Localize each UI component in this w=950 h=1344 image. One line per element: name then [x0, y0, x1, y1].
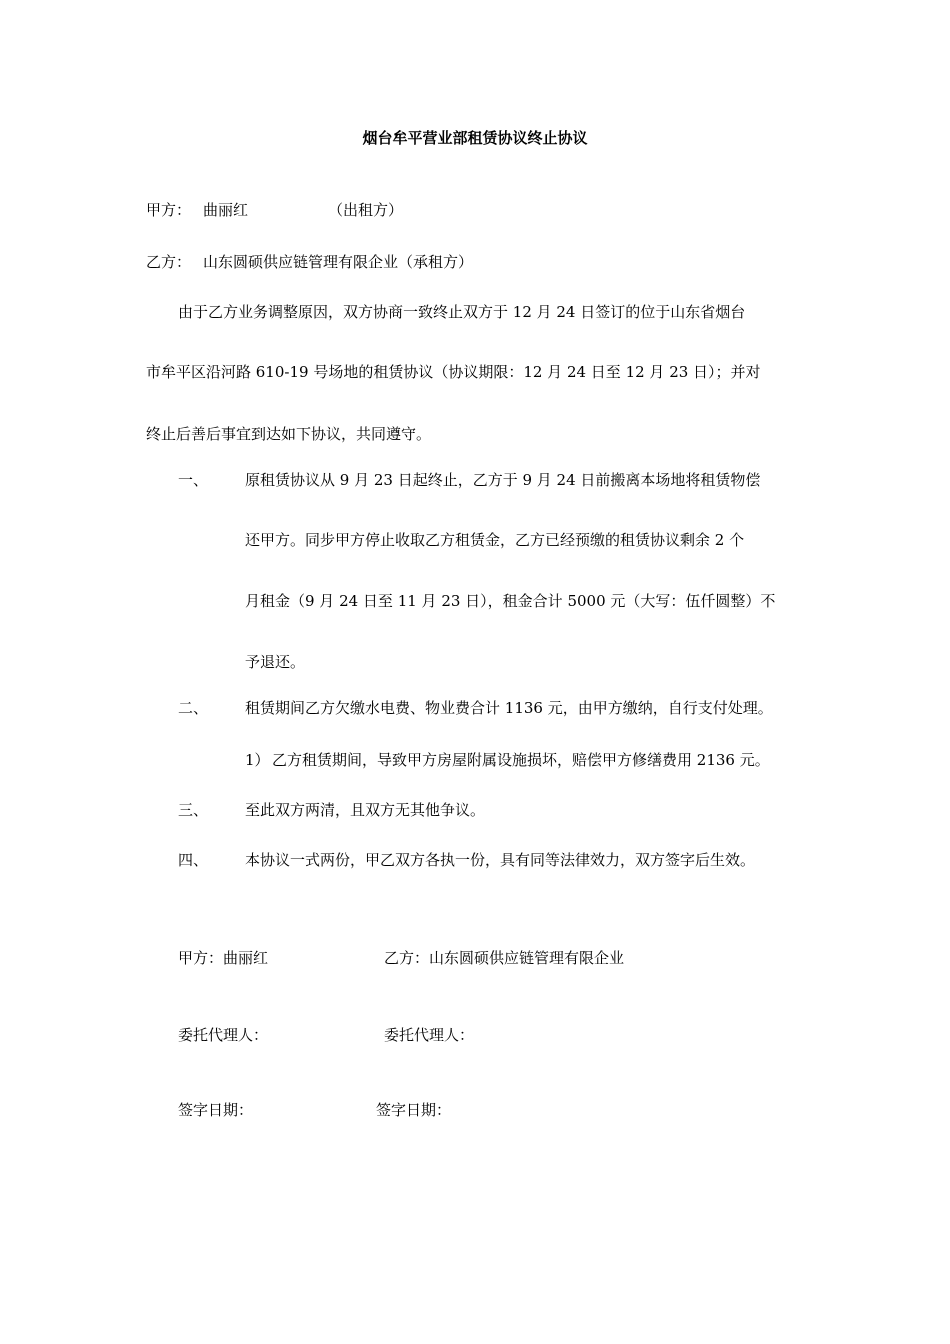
- party-a-label: 甲方：: [146, 201, 192, 219]
- clause-2-sub-number: 1）: [245, 751, 270, 769]
- party-a-name: 曲丽红: [203, 201, 249, 219]
- clause-1-line-4: 予退还。: [245, 653, 306, 671]
- clause-1-line-3: 月租金（9 月 24 日至 11 月 23 日），租金合计 5000 元（大写：伍仟圆整）不: [245, 592, 776, 610]
- clause-1-number: 一、: [178, 471, 209, 489]
- intro-line-2: 市牟平区沿河路 610-19 号场地的租赁协议（协议期限：12 月 24 日至 12 月 23 日）；并对: [146, 363, 761, 381]
- date-party-a: 签字日期：: [178, 1101, 254, 1119]
- clause-3-line-1: 至此双方两清，且双方无其他争议。: [245, 801, 486, 819]
- signature-party-b: 乙方：山东圆硕供应链管理有限企业: [384, 949, 625, 967]
- clause-4-number: 四、: [178, 851, 209, 869]
- clause-4-line-1: 本协议一式两份，甲乙双方各执一份，具有同等法律效力，双方签字后生效。: [245, 851, 756, 869]
- clause-3-number: 三、: [178, 801, 209, 819]
- agent-party-b: 委托代理人：: [384, 1026, 475, 1044]
- document-title: 烟台牟平营业部租赁协议终止协议: [362, 129, 588, 147]
- intro-line-3: 终止后善后事宜到达如下协议，共同遵守。: [146, 425, 432, 443]
- intro-line-1: 由于乙方业务调整原因，双方协商一致终止双方于 12 月 24 日签订的位于山东省烟台: [178, 303, 746, 321]
- signature-party-a: 甲方：曲丽红: [178, 949, 269, 967]
- party-b-label: 乙方：: [146, 253, 192, 271]
- clause-1-line-1: 原租赁协议从 9 月 23 日起终止，乙方于 9 月 24 日前搬离本场地将租赁物偿: [245, 471, 761, 489]
- party-a-role: （出租方）: [328, 201, 404, 219]
- clause-2-number: 二、: [178, 699, 209, 717]
- date-party-b: 签字日期：: [376, 1101, 452, 1119]
- clause-2-sub-text: 乙方租赁期间，导致甲方房屋附属设施损坏，赔偿甲方修缮费用 2136 元。: [272, 751, 770, 769]
- clause-1-line-2: 还甲方。同步甲方停止收取乙方租赁金，乙方已经预缴的租赁协议剩余 2 个: [245, 531, 745, 549]
- clause-2-line-1: 租赁期间乙方欠缴水电费、物业费合计 1136 元，由甲方缴纳，自行支付处理。: [245, 699, 773, 717]
- agent-party-a: 委托代理人：: [178, 1026, 269, 1044]
- party-b-name: 山东圆硕供应链管理有限企业（承租方）: [203, 253, 474, 271]
